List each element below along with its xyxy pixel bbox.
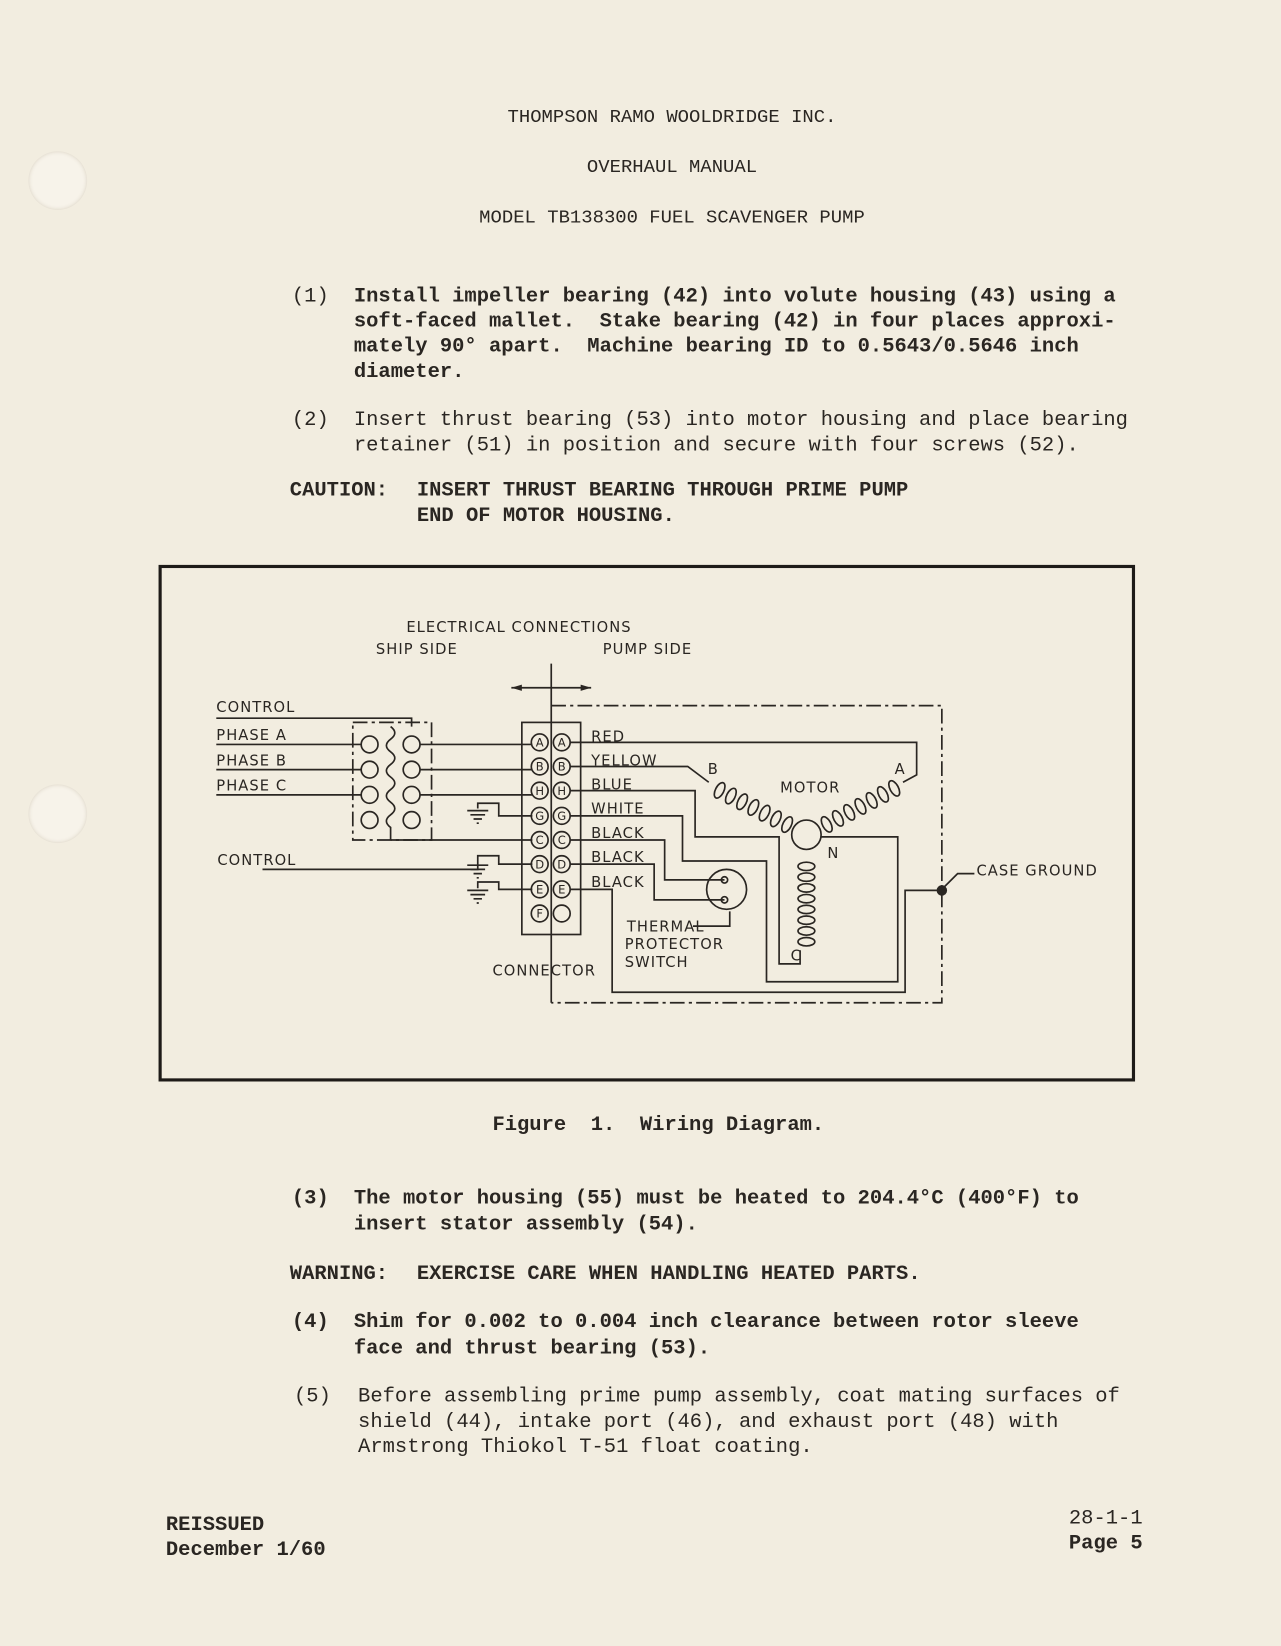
coil-turn bbox=[798, 873, 815, 881]
coil-turn bbox=[746, 798, 761, 817]
connector-pin-letter: B bbox=[557, 759, 566, 774]
coil-turn bbox=[798, 938, 815, 946]
step-text: shield (44), intake port (46), and exhaust port (48) with bbox=[358, 1410, 1059, 1434]
wire-label-red: RED bbox=[591, 728, 626, 746]
connector-pin-letter: G bbox=[535, 809, 545, 824]
company-name: THOMPSON RAMO WOOLDRIDGE INC. bbox=[507, 107, 837, 129]
wire-label-blue: BLUE bbox=[591, 776, 633, 794]
figure-caption: Figure 1. Wiring Diagram. bbox=[492, 1113, 825, 1137]
diagram-title: ELECTRICAL CONNECTIONS bbox=[406, 619, 632, 637]
terminal-n-label: N bbox=[827, 844, 840, 862]
control-2-wire bbox=[263, 856, 533, 870]
connector-pin-letter: A bbox=[557, 735, 566, 750]
step-text: Armstrong Thiokol T-51 float coating. bbox=[358, 1435, 813, 1459]
step-number: (2) bbox=[291, 408, 329, 432]
coil-turn bbox=[798, 884, 815, 892]
thermal-label: PROTECTOR bbox=[624, 936, 725, 954]
case-ground-leader bbox=[944, 874, 974, 888]
ground-wire bbox=[478, 882, 533, 889]
connector-pin-letter: B bbox=[535, 759, 544, 774]
connector-pin-letter: D bbox=[535, 857, 545, 872]
coil-turn bbox=[723, 787, 738, 806]
connector-pin-letter: A bbox=[535, 735, 544, 750]
step-text: mately 90° apart. Machine bearing ID to 0.5643/0.5646 inch bbox=[353, 334, 1079, 359]
terminal-a-label: A bbox=[894, 760, 906, 778]
wire-label-yellow: YELLOW bbox=[591, 752, 658, 770]
ground-icon bbox=[467, 811, 488, 824]
step-text: retainer (51) in position and secure with four screws (52). bbox=[353, 433, 1079, 457]
wire-label-black: BLACK bbox=[591, 824, 645, 842]
coil-turn bbox=[757, 804, 772, 823]
connector-pin-letter: C bbox=[557, 833, 566, 848]
page-number: Page 5 bbox=[1068, 1531, 1143, 1556]
ship-plug-pins bbox=[361, 727, 420, 840]
coil-turn bbox=[798, 894, 815, 902]
connector-pin-letter: F bbox=[536, 906, 544, 921]
thermal-protector-switch-icon bbox=[707, 869, 747, 909]
wiring-diagram bbox=[159, 565, 1135, 1082]
connector-label: CONNECTOR bbox=[492, 962, 596, 980]
ship-label-phase-b: PHASE B bbox=[216, 752, 287, 770]
manual-title: OVERHAUL MANUAL bbox=[586, 157, 758, 179]
ship-label-phase-c: PHASE C bbox=[216, 777, 288, 795]
thermal-label: SWITCH bbox=[624, 954, 689, 972]
caution-text: INSERT THRUST BEARING THROUGH PRIME PUMP bbox=[416, 478, 909, 502]
wire-label-white: WHITE bbox=[591, 800, 645, 818]
coil-turn bbox=[735, 792, 750, 811]
motor-winding-c bbox=[798, 862, 815, 946]
coil-turn bbox=[830, 809, 845, 828]
coil-turn bbox=[864, 791, 879, 810]
wiring-diagram-svg bbox=[162, 568, 1132, 1078]
ground-wire bbox=[478, 803, 533, 816]
reissued-label: REISSUED bbox=[165, 1513, 265, 1537]
motor-label: MOTOR bbox=[780, 779, 841, 797]
coil-turn bbox=[853, 797, 868, 816]
step-text: soft-faced mallet. Stake bearing (42) in four places approxi- bbox=[353, 309, 1116, 333]
ship-label-phase-a: PHASE A bbox=[216, 727, 287, 745]
coil-turn bbox=[712, 781, 727, 800]
step-number: (4) bbox=[291, 1310, 329, 1334]
neutral-point bbox=[792, 820, 821, 849]
connector-pin-letter: D bbox=[557, 857, 567, 872]
step-number: (1) bbox=[291, 284, 329, 308]
model-title: MODEL TB138300 FUEL SCAVENGER PUMP bbox=[479, 207, 865, 229]
step-text: Before assembling prime pump assembly, coat mating surfaces of bbox=[358, 1384, 1120, 1409]
warning-label: WARNING: bbox=[289, 1262, 389, 1286]
coil-turn bbox=[768, 809, 783, 828]
step-number: (3) bbox=[291, 1186, 329, 1210]
connector-pin-letter: C bbox=[535, 833, 544, 848]
caution-text: END OF MOTOR HOUSING. bbox=[416, 503, 675, 528]
coil-turn bbox=[798, 916, 815, 924]
connector-pin-letter: H bbox=[557, 783, 567, 798]
warning-text: EXERCISE CARE WHEN HANDLING HEATED PARTS. bbox=[416, 1262, 921, 1286]
step-text: Shim for 0.002 to 0.004 inch clearance between rotor sleeve bbox=[353, 1310, 1079, 1334]
connector-pin-letter: H bbox=[535, 783, 545, 798]
thermal-label: THERMAL bbox=[626, 918, 705, 936]
caution-label: CAUTION: bbox=[289, 478, 389, 502]
step-text: Insert thrust bearing (53) into motor housing and place bearing bbox=[353, 408, 1128, 432]
step-text: insert stator assembly (54). bbox=[353, 1212, 698, 1236]
ship-label-control: CONTROL bbox=[216, 698, 296, 716]
terminal-c-label: C bbox=[790, 947, 802, 965]
document-number: 28-1-1 bbox=[1068, 1506, 1143, 1530]
step-text: face and thrust bearing (53). bbox=[353, 1336, 711, 1360]
step-number: (5) bbox=[294, 1384, 331, 1409]
coil-turn bbox=[875, 785, 890, 804]
step-text: Install impeller bearing (42) into volute housing (43) using a bbox=[353, 284, 1116, 308]
wire-label-black: BLACK bbox=[591, 849, 645, 867]
step-text: The motor housing (55) must be heated to 204.4°C (400°F) to bbox=[353, 1186, 1079, 1210]
connector-pin-letter: E bbox=[558, 882, 566, 897]
connector-pin-letter: G bbox=[557, 809, 567, 824]
connector-pin-letter: E bbox=[536, 882, 544, 897]
connector-pin bbox=[553, 905, 570, 922]
coil-turn bbox=[842, 803, 857, 822]
coil-turn bbox=[798, 905, 815, 913]
case-ground-label: CASE GROUND bbox=[976, 862, 1098, 880]
wire-label-black: BLACK bbox=[591, 874, 645, 892]
coil-turn bbox=[798, 927, 815, 935]
ground-icon bbox=[467, 890, 488, 903]
coil-turn bbox=[887, 779, 902, 798]
pump-side-label: PUMP SIDE bbox=[602, 641, 693, 659]
ship-label-control-2: CONTROL bbox=[217, 852, 297, 870]
terminal-b-label: B bbox=[707, 760, 719, 778]
ship-side-label: SHIP SIDE bbox=[375, 641, 458, 659]
reissued-date: December 1/60 bbox=[165, 1538, 326, 1562]
step-text: diameter. bbox=[353, 360, 465, 384]
coil-turn bbox=[798, 862, 815, 870]
binder-hole bbox=[28, 784, 87, 843]
